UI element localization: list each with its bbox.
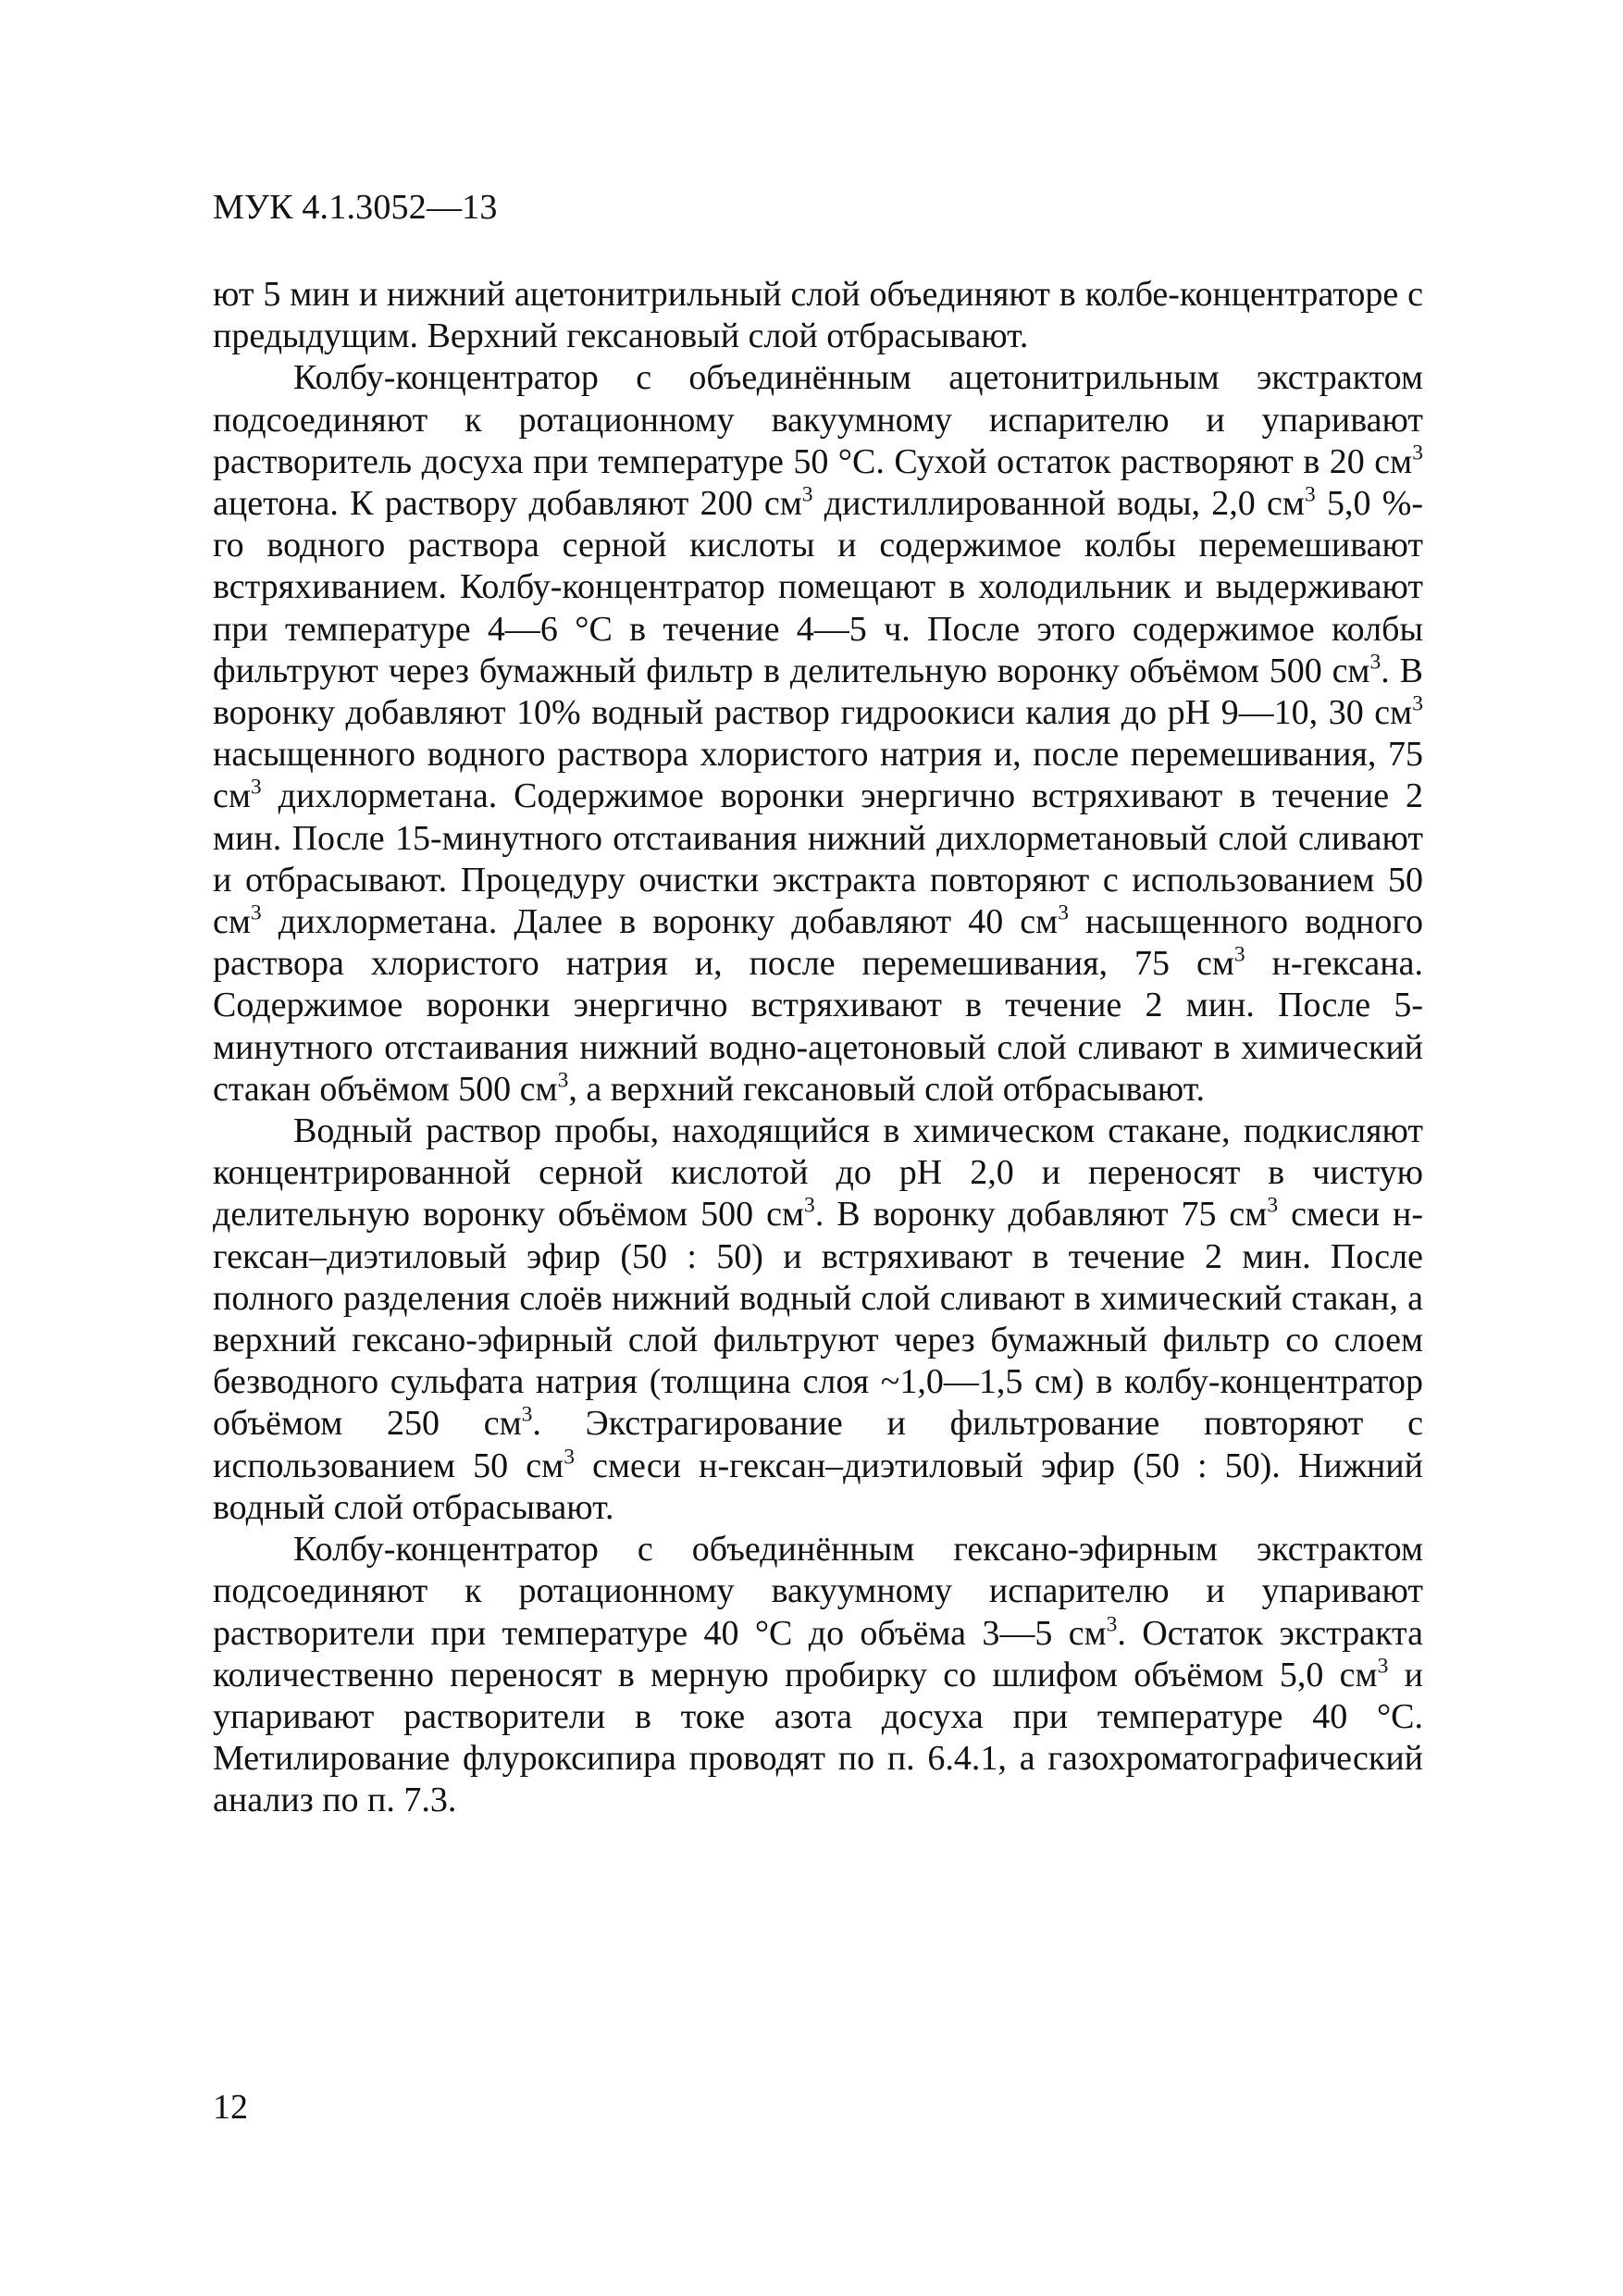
text-run: ют 5 мин и нижний ацетонитрильный слой объединяют в колбе-концентраторе с предыдущим. Верхний гексановый слой отбрасывают. [213,275,1423,356]
paragraph-acidification-step [213,1111,1423,1529]
text-run: Колбу-концентратор с объединённым ацетонитрильным экстрактом подсоединяют к ротационному вакуумному испарителю и упаривают растворитель досуха при температуре 50 °С. Сухой остаток растворяют в 20 см [213,358,1423,481]
superscript-exponent: 3 [1369,650,1381,675]
text-run: . Остаток экстракта количественно переносят в мерную пробирку со шлифом объёмом 5,0 см [213,1613,1423,1694]
text-run: смеси н-гексан–диэтиловый эфир (50 : 50) и встряхивают в течение 2 мин. После полного разделения слоёв нижний водный слой сливают в химический стакан, а верхний гексано-эфирный слой фильтруют через бумажный фильтр со слоем безводного сульфата натрия (толщина слоя ~1,0—1,5 см) в колбу-концентратор объёмом 250 см [213,1195,1424,1444]
text-run: н-гексана. Содержимое воронки энергично встряхивают в течение 2 мин. После 5-минутного отстаивания нижний водно-ацетоновый слой сливают в химический стакан объёмом 500 см [213,944,1423,1109]
page-number: 12 [213,2088,248,2127]
text-run: дихлорметана. Содержимое воронки энергично встряхивают в течение 2 мин. После 15-минутного отстаивания нижний дихлорметановый слой сливают и отбрасывают. Процедуру очистки экстракта повторяют с использованием 50 см [213,776,1423,942]
paragraph-evaporation-step [213,1529,1423,1821]
text-run: 5,0 %-го водного раствора серной кислоты и содержимое колбы перемешивают встряхиванием. Колбу-концентратор помещают в холодильник и выдерживают при температуре 4—6 °С в течение 4—5 ч. После этого содержимое колбы фильтруют через бумажный фильтр в делительную воронку объёмом 500 см [213,484,1424,690]
text-run: . В воронку добавляют 10% водный раствор гидроокиси калия до pH 9—10, 30 см [213,651,1423,733]
superscript-exponent: 3 [1412,691,1423,716]
text-run: дистиллированной воды, 2,0 см [812,484,1305,524]
body-text [213,274,1423,1822]
superscript-exponent: 3 [1377,1654,1389,1679]
superscript-exponent: 3 [250,900,262,925]
text-run: , а верхний гексановый слой отбрасывают. [568,1069,1205,1109]
superscript-exponent: 3 [250,775,262,800]
text-run: насыщенного водного раствора хлористого натрия и, после перемешивания, 75 см [213,902,1424,984]
text-run: ацетона. К раствору добавляют 200 см [213,484,802,524]
superscript-exponent: 3 [521,1402,533,1427]
text-run: насыщенного водного раствора хлористого натрия и, после перемешивания, 75 см [213,735,1423,816]
superscript-exponent: 3 [1412,441,1423,465]
superscript-exponent: 3 [1058,900,1069,925]
superscript-exponent: 3 [1304,482,1316,507]
text-run: . В воронку добавляют 75 см [814,1195,1268,1235]
superscript-exponent: 3 [804,1193,815,1218]
text-run: Водный раствор пробы, находящийся в химическом стакане, подкисляют концентрированной серной кислотой до pH 2,0 и переносят в чистую делительную воронку объёмом 500 см [213,1111,1423,1235]
text-run: смеси н-гексан–диэтиловый эфир (50 : 50). Нижний водный слой отбрасывают. [213,1446,1423,1527]
text-run: дихлорметана. Далее в воронку добавляют 40 см [261,902,1059,942]
superscript-exponent: 3 [801,482,813,507]
superscript-exponent: 3 [1233,942,1245,967]
superscript-exponent: 3 [1106,1611,1118,1636]
text-run: и упаривают растворители в токе азота досуха при температуре 40 °С. Метилирование флуроксипира проводят по п. 6.4.1, а газохроматографический анализ по п. 7.3. [213,1655,1423,1820]
paragraph-continuation [213,274,1423,357]
text-run: . Экстрагирование и фильтрование повторяют с использованием 50 см [213,1404,1423,1485]
paragraph-concentration-step [213,357,1423,1111]
document-code-header: МУК 4.1.3052—13 [213,188,498,227]
superscript-exponent: 3 [1267,1193,1279,1218]
superscript-exponent: 3 [557,1068,569,1093]
superscript-exponent: 3 [564,1445,575,1470]
text-run: Колбу-концентратор с объединённым гексано-эфирным экстрактом подсоединяют к ротационному вакуумному испарителю и упаривают растворители при температуре 40 °С до объёма 3—5 см [213,1530,1423,1653]
